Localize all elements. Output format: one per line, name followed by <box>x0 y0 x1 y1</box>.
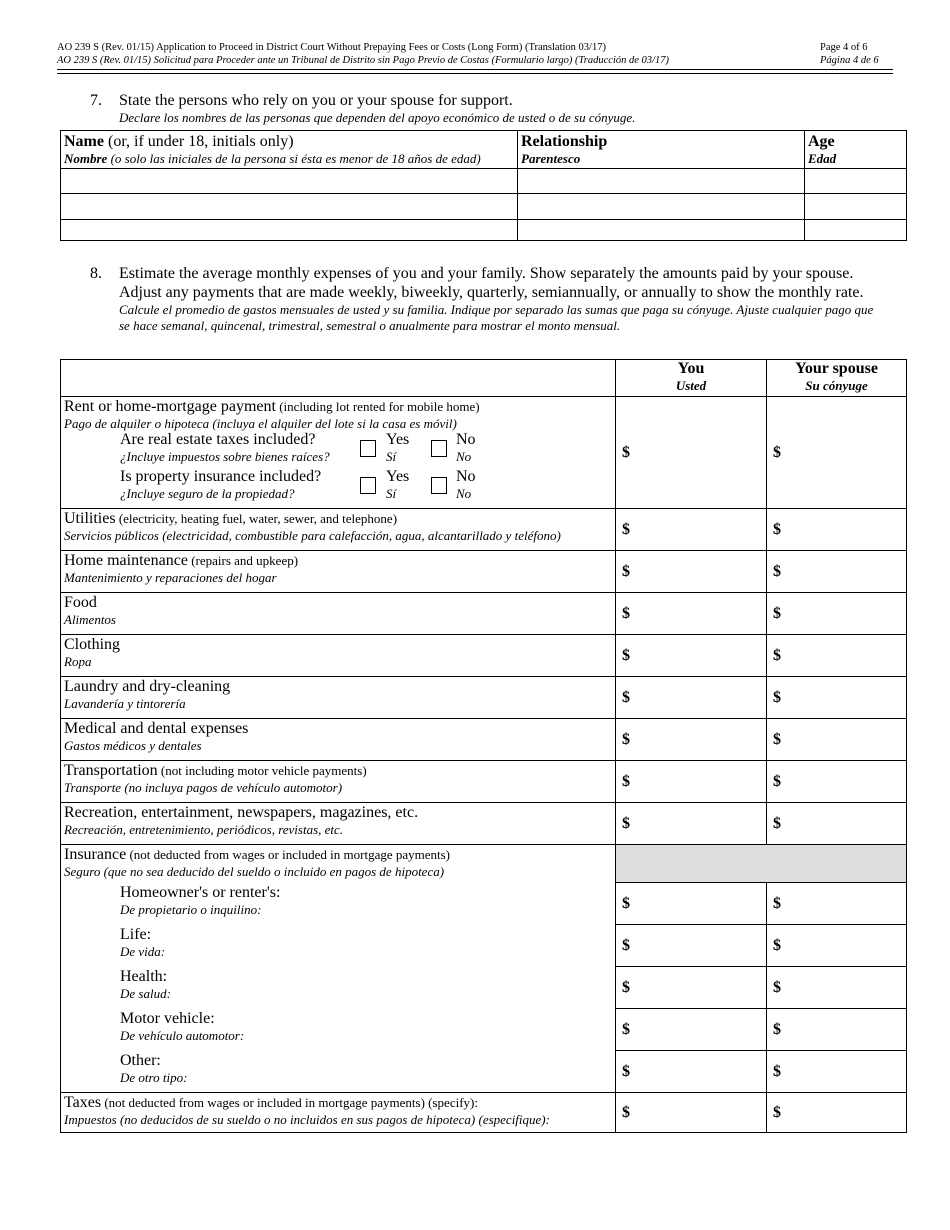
homeowner-title: Homeowner's or renter's: <box>120 883 281 901</box>
other-title-es: De otro tipo: <box>120 1069 188 1085</box>
taxes-yes-checkbox[interactable] <box>360 440 376 457</box>
food-label <box>61 593 616 635</box>
transportation-title: Transportation <box>64 762 158 779</box>
insurance-question-es: ¿Incluye seguro de la propiedad? <box>120 486 295 501</box>
laundry-label <box>61 677 616 719</box>
utilities-you-amount[interactable]: $ <box>616 509 767 551</box>
health-title-es: De salud: <box>120 985 171 1001</box>
spouse-column-header <box>767 360 907 397</box>
rent-note: (including lot rented for mobile home) <box>275 399 480 414</box>
recreation-you-amount[interactable]: $ <box>616 803 767 845</box>
insurance-note: (not deducted from wages or included in mortgage payments) <box>126 847 451 862</box>
motor-title: Motor vehicle: <box>120 1009 215 1027</box>
name-column-header <box>61 131 518 169</box>
food-spouse-amount[interactable]: $ <box>767 593 907 635</box>
clothing-spouse-amount[interactable]: $ <box>767 635 907 677</box>
laundry-row <box>61 677 907 719</box>
you-label-es: Usted <box>675 378 707 393</box>
dependents-header-row <box>61 131 907 169</box>
transportation-spouse-amount[interactable]: $ <box>767 761 907 803</box>
life-title-es: De vida: <box>120 943 166 959</box>
food-row <box>61 593 907 635</box>
maintenance-row <box>61 551 907 593</box>
other-title: Other: <box>120 1051 161 1069</box>
insurance-health-row <box>61 967 907 1009</box>
expense-label-column-header <box>61 360 616 397</box>
other-you-amount[interactable]: $ <box>616 1051 767 1093</box>
insurance-homeowner-label <box>61 883 616 925</box>
other-spouse-amount[interactable]: $ <box>767 1051 907 1093</box>
homeowner-spouse-amount[interactable]: $ <box>767 883 907 925</box>
insurance-health-label <box>61 967 616 1009</box>
utilities-spouse-amount[interactable]: $ <box>767 509 907 551</box>
spouse-label-es: Su cónyuge <box>805 378 868 393</box>
no-label: No <box>456 431 476 448</box>
name-label: Name <box>64 133 104 150</box>
insurance-label <box>61 845 616 883</box>
rent-row <box>61 397 907 509</box>
dependent-name-field[interactable] <box>61 169 518 194</box>
header-form-title-en: AO 239 S (Rev. 01/15) Application to Proceed in District Court Without Prepaying Fees or Costs (Long Form) (Translation 03/17) <box>57 42 606 53</box>
insurance-yes-checkbox[interactable] <box>360 477 376 494</box>
insurance-life-label <box>61 925 616 967</box>
taxes-question-en: Are real estate taxes included? <box>120 431 316 448</box>
insurance-motor-row <box>61 1009 907 1051</box>
maintenance-spouse-amount[interactable]: $ <box>767 551 907 593</box>
question-text-en: Estimate the average monthly expenses of you and your family. Show separately the amounts paid by your spouse. Adjust any payments that are made weekly, biweekly, quarterly, semiannually, or annually to show the monthly rate. <box>119 265 864 301</box>
question-number: 8. <box>90 265 102 282</box>
transportation-title-es: Transporte (no incluya pagos de vehículo automotor) <box>64 780 343 795</box>
yes-label-es: Sí <box>386 449 397 464</box>
rent-spouse-amount[interactable]: $ <box>767 397 907 509</box>
recreation-title-es: Recreación, entretenimiento, periódicos, revistas, etc. <box>64 822 344 837</box>
medical-spouse-amount[interactable]: $ <box>767 719 907 761</box>
real-estate-taxes-question <box>64 431 612 468</box>
utilities-row <box>61 509 907 551</box>
health-you-amount[interactable]: $ <box>616 967 767 1009</box>
name-label-es: Nombre <box>64 151 108 166</box>
insurance-row <box>61 845 907 883</box>
life-you-amount[interactable]: $ <box>616 925 767 967</box>
clothing-title: Clothing <box>64 636 121 653</box>
insurance-no-checkbox[interactable] <box>431 477 447 494</box>
insurance-title: Insurance <box>64 846 127 863</box>
question-8 <box>90 264 890 356</box>
taxes-title-es: Impuestos (no deducidos de su sueldo o no incluidos en sus pagos de hipoteca) (especifique): <box>64 1112 550 1127</box>
taxes-spouse-amount[interactable]: $ <box>767 1093 907 1133</box>
name-label-note: (or, if under 18, initials only) <box>103 133 294 150</box>
dependent-age-field[interactable] <box>805 169 907 194</box>
age-column-header <box>805 131 907 169</box>
clothing-label <box>61 635 616 677</box>
health-title: Health: <box>120 967 168 985</box>
maintenance-note: (repairs and upkeep) <box>187 553 299 568</box>
food-title: Food <box>64 594 97 611</box>
motor-spouse-amount[interactable]: $ <box>767 1009 907 1051</box>
question-text-en: State the persons who rely on you or your spouse for support. <box>119 92 513 109</box>
no-label-es: No <box>456 449 472 464</box>
page-number-es: Página 4 de 6 <box>820 55 879 66</box>
question-text-es: Declare los nombres de las personas que dependen del apoyo económico de usted o de su cónyuge. <box>119 110 636 125</box>
insurance-life-row <box>61 925 907 967</box>
dependent-age-field[interactable] <box>805 194 907 220</box>
question-number: 7. <box>90 92 102 109</box>
spouse-label: Your spouse <box>795 360 878 377</box>
yes-label: Yes <box>386 431 410 448</box>
maintenance-you-amount[interactable]: $ <box>616 551 767 593</box>
food-you-amount[interactable]: $ <box>616 593 767 635</box>
insurance-motor-label <box>61 1009 616 1051</box>
medical-row <box>61 719 907 761</box>
medical-title: Medical and dental expenses <box>64 720 249 737</box>
transportation-note: (not including motor vehicle payments) <box>157 763 367 778</box>
recreation-title: Recreation, entertainment, newspapers, magazines, etc. <box>64 804 419 821</box>
page-number-en: Page 4 of 6 <box>820 42 868 53</box>
food-title-es: Alimentos <box>64 612 116 627</box>
laundry-title: Laundry and dry-cleaning <box>64 678 231 695</box>
homeowner-you-amount[interactable]: $ <box>616 883 767 925</box>
laundry-you-amount[interactable]: $ <box>616 677 767 719</box>
health-spouse-amount[interactable]: $ <box>767 967 907 1009</box>
insurance-other-row <box>61 1051 907 1093</box>
taxes-question-es: ¿Incluye impuestos sobre bienes raíces? <box>120 449 330 464</box>
recreation-row <box>61 803 907 845</box>
utilities-note: (electricity, heating fuel, water, sewer, and telephone) <box>115 511 398 526</box>
insurance-question-en: Is property insurance included? <box>120 468 322 485</box>
clothing-row <box>61 635 907 677</box>
maintenance-title-es: Mantenimiento y reparaciones del hogar <box>64 570 277 585</box>
dependent-age-field[interactable] <box>805 220 907 241</box>
clothing-you-amount[interactable]: $ <box>616 635 767 677</box>
dependent-row <box>61 194 907 220</box>
relationship-label: Relationship <box>521 133 608 150</box>
relationship-column-header <box>518 131 805 169</box>
transportation-you-amount[interactable]: $ <box>616 761 767 803</box>
taxes-label <box>61 1093 616 1133</box>
no-label: No <box>456 468 476 485</box>
laundry-spouse-amount[interactable]: $ <box>767 677 907 719</box>
question-text-es: Calcule el promedio de gastos mensuales de usted y su familia. Indique por separado las sumas que paga su cónyuge. Ajuste cualquier pago que se hace semanal, quincenal, trimestral, semestral o anualmente para mostrar el monto mensual. <box>119 302 874 333</box>
age-label-es: Edad <box>808 151 837 166</box>
expenses-header-row <box>61 360 907 397</box>
rent-title: Rent or home-mortgage payment <box>64 398 276 415</box>
laundry-title-es: Lavandería y tintorería <box>64 696 186 711</box>
taxes-no-checkbox[interactable] <box>431 440 447 457</box>
dependent-row <box>61 169 907 194</box>
name-label-note-es: (o solo las iniciales de la persona si ésta es menor de 18 años de edad) <box>107 151 481 166</box>
no-label-es: No <box>456 486 472 501</box>
you-label: You <box>677 360 705 377</box>
transportation-row <box>61 761 907 803</box>
insurance-shaded-cell <box>616 845 907 883</box>
insurance-homeowner-row <box>61 883 907 925</box>
you-column-header <box>616 360 767 397</box>
relationship-label-es: Parentesco <box>521 151 581 166</box>
life-title: Life: <box>120 925 152 943</box>
header-rule-double <box>57 73 893 74</box>
dependent-name-field[interactable] <box>61 194 518 220</box>
clothing-title-es: Ropa <box>64 654 92 669</box>
recreation-spouse-amount[interactable]: $ <box>767 803 907 845</box>
property-insurance-question <box>64 468 612 505</box>
maintenance-label <box>61 551 616 593</box>
medical-title-es: Gastos médicos y dentales <box>64 738 202 753</box>
life-spouse-amount[interactable]: $ <box>767 925 907 967</box>
header-rule <box>57 69 893 70</box>
taxes-title: Taxes <box>64 1094 102 1111</box>
insurance-title-es: Seguro (que no sea deducido del sueldo o incluido en pagos de hipoteca) <box>64 864 445 879</box>
yes-label-es: Sí <box>386 486 397 501</box>
dependent-relationship-field[interactable] <box>518 194 805 220</box>
expenses-table <box>60 359 907 1133</box>
motor-title-es: De vehículo automotor: <box>120 1027 245 1043</box>
medical-label <box>61 719 616 761</box>
taxes-note: (not deducted from wages or included in mortgage payments) (specify): <box>101 1095 478 1110</box>
yes-label: Yes <box>386 468 410 485</box>
utilities-title: Utilities <box>64 510 116 527</box>
header-form-title-es: AO 239 S (Rev. 01/15) Solicitud para Proceder ante un Tribunal de Distrito sin Pago Previo de Costas (Formulario largo) (Traducción de 03/17) <box>57 55 669 66</box>
medical-you-amount[interactable]: $ <box>616 719 767 761</box>
rent-label <box>61 397 616 509</box>
taxes-row <box>61 1093 907 1133</box>
recreation-label <box>61 803 616 845</box>
insurance-other-label <box>61 1051 616 1093</box>
dependent-name-field[interactable] <box>61 220 518 241</box>
homeowner-title-es: De propietario o inquilino: <box>120 901 262 917</box>
dependent-relationship-field[interactable] <box>518 169 805 194</box>
maintenance-title: Home maintenance <box>64 552 188 569</box>
rent-you-amount[interactable]: $ <box>616 397 767 509</box>
utilities-label <box>61 509 616 551</box>
rent-title-es: Pago de alquiler o hipoteca (incluya el alquiler del lote si la casa es móvil) <box>64 416 457 431</box>
dependent-relationship-field[interactable] <box>518 220 805 241</box>
transportation-label <box>61 761 616 803</box>
dependent-row <box>61 220 907 241</box>
dependents-table <box>60 130 907 241</box>
utilities-title-es: Servicios públicos (electricidad, combustible para calefacción, agua, alcantarillado y teléfono) <box>64 528 561 543</box>
question-7 <box>90 91 890 127</box>
taxes-you-amount[interactable]: $ <box>616 1093 767 1133</box>
motor-you-amount[interactable]: $ <box>616 1009 767 1051</box>
age-label: Age <box>808 133 835 150</box>
